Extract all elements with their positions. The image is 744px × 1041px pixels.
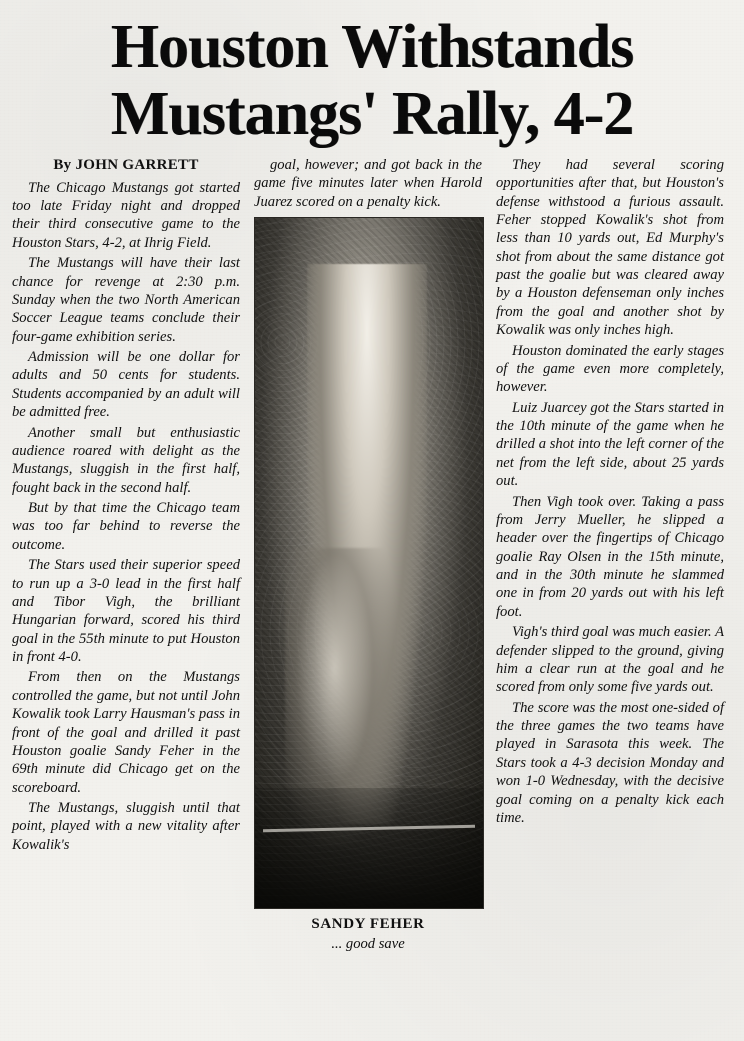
paragraph: Houston dominated the early stages of the game even more completely, however.: [496, 342, 724, 396]
headline-line-2: Mustangs' Rally, 4-2: [110, 79, 634, 148]
photo-subcaption: ... good save: [331, 935, 405, 952]
soccer-goalie-action-photo: [254, 217, 484, 909]
paragraph: Vigh's third goal was much easier. A defender slipped to the ground, giving him a clear run at the goal and he scored from only some five yards out.: [496, 624, 724, 696]
headline-line-1: Houston Withstands: [110, 13, 634, 81]
photo-caption: SANDY FEHER: [311, 915, 425, 932]
column-middle-text: [254, 156, 482, 211]
paragraph: The Mustangs, sluggish until that point, played with a new vitality after Kowalik's: [12, 800, 240, 853]
paragraph: They had several scoring opportunities after that, but Houston's defense withstood a furious assault. Feher stopped Kowalik's shot from less than 10 yards out, Ed Murphy's shot from about the same distance got past the goalie but was cleared away by a Houston defenseman only inches from the goal and another shot by Kowalik was only inches high.: [496, 156, 724, 339]
paragraph: But by that time the Chicago team was too far behind to reverse the outcome.: [12, 500, 240, 553]
paragraph: The Chicago Mustangs got started too late Friday night and dropped their third consecutive game to the Houston Stars, 4-2, at Ihrig Field.: [12, 179, 240, 251]
paragraph: Then Vigh took over. Taking a pass from Jerry Mueller, he slipped a header over the fingertips of Chicago goalie Ray Olsen in the 15th minute, and in the 30th minute he slammed one in from 20 yards out with his left foot.: [496, 493, 724, 620]
column-middle: [254, 156, 482, 953]
paragraph: goal, however; and got back in the game five minutes later when Harold Juarez scored on a penalty kick.: [254, 156, 482, 210]
column-right: [496, 156, 724, 830]
photo-block: [254, 217, 482, 953]
paragraph: The score was the most one-sided of the three games the two teams have played in Sarasota this week. The Stars took a 4-3 decision Monday and won 1-0 Wednesday, with the decisive goal coming on a penalty kick each time.: [496, 699, 724, 826]
article-columns: [12, 156, 732, 953]
paragraph: The Stars used their superior speed to run up a 3-0 lead in the first half and Tibor Vigh, the brilliant Hungarian forward, scored his third goal in the 55th minute to put Houston in front 4-0.: [12, 557, 240, 666]
paragraph: Admission will be one dollar for adults and 50 cents for students. Students accompanied by an adult will be admitted free.: [12, 349, 240, 421]
photo-ground: [255, 788, 483, 908]
paragraph: From then on the Mustangs controlled the game, but not until John Kowalik took Larry Hausman's pass in front of the goal and drilled it past Houston goalie Sandy Feher in the 69th minute did Chicago get on the scoreboard.: [12, 669, 240, 796]
paragraph: Another small but enthusiastic audience roared with delight as the Mustangs, sluggish in the first half, fought back in the second half.: [12, 424, 240, 496]
paragraph: Luiz Juarcey got the Stars started in the 10th minute of the game when he drilled a shot into the left corner of the net from the left side, about 25 yards out.: [496, 399, 724, 490]
byline: By JOHN GARRETT: [53, 156, 199, 173]
page-title: [12, 13, 732, 148]
paragraph: The Mustangs will have their last chance for revenge at 2:30 p.m. Sunday when the two North American Soccer League teams conclude their four-game exhibition series.: [12, 255, 240, 345]
column-left: [12, 156, 240, 856]
